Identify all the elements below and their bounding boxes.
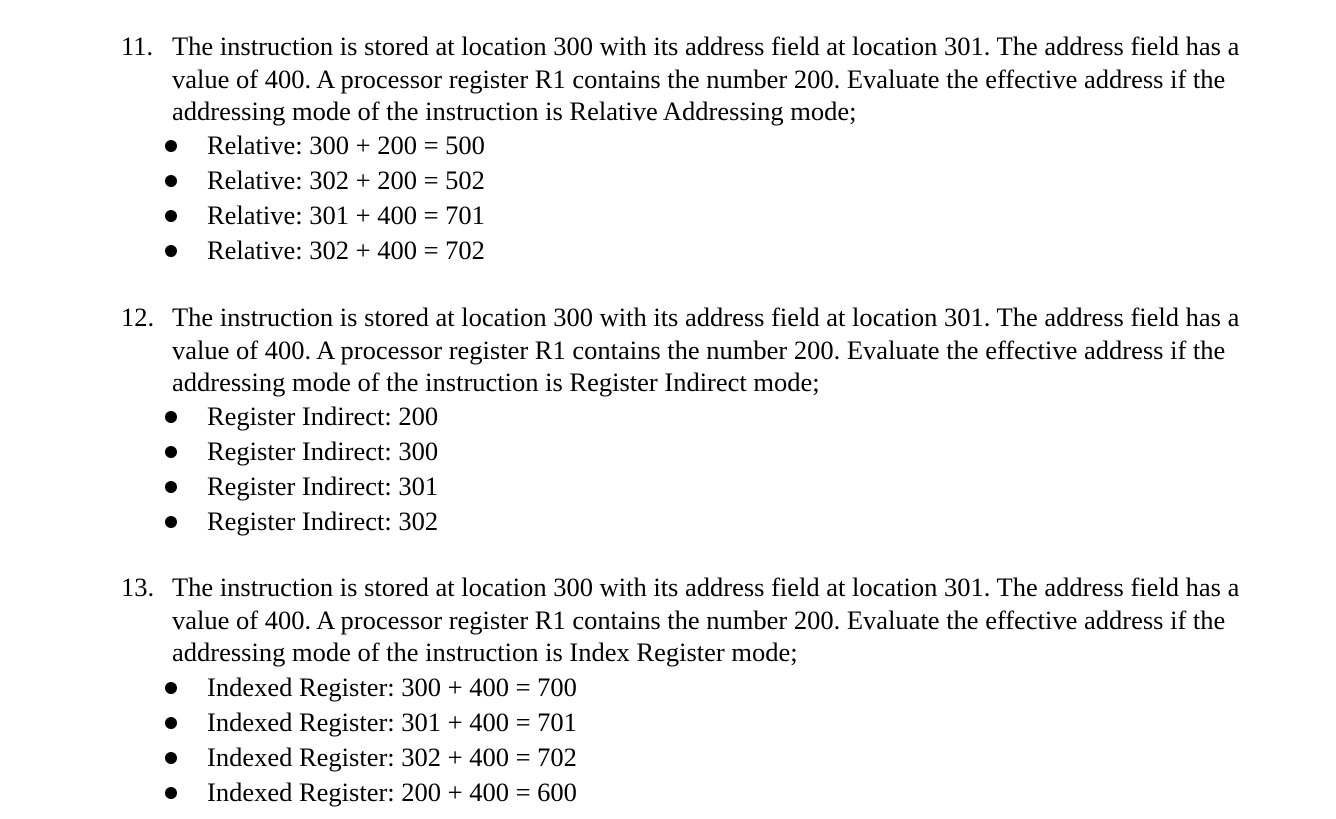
bullet-icon: [165, 504, 179, 539]
list-item: [0, 399, 1336, 434]
bullet-icon: [165, 233, 179, 268]
list-item: [0, 705, 1336, 740]
bullet-icon: [165, 775, 179, 810]
question-11: [0, 30, 1336, 128]
bullet-icon: [165, 198, 179, 233]
option-text: Relative: 302 + 400 = 702: [207, 235, 485, 265]
option-text: Relative: 301 + 400 = 701: [207, 200, 485, 230]
option-text: Relative: 300 + 200 = 500: [207, 130, 485, 160]
question-12: [0, 301, 1336, 399]
question-number: 11.: [121, 31, 154, 61]
question-number: 12.: [121, 302, 155, 332]
question-number: 13.: [121, 572, 155, 602]
options-list-11: [0, 128, 1336, 268]
option-text: Register Indirect: 302: [207, 506, 439, 536]
options-list-12: [0, 399, 1336, 539]
list-item: [0, 740, 1336, 775]
option-text: Register Indirect: 301: [207, 471, 439, 501]
option-text: Relative: 302 + 200 = 502: [207, 165, 485, 195]
option-text: Indexed Register: 300 + 400 = 700: [207, 672, 577, 702]
bullet-icon: [165, 163, 179, 198]
list-item: [0, 504, 1336, 539]
question-text: The instruction is stored at location 300 with its address field at location 301. The address field has a value of 400. A processor register R1 contains the number 200. Evaluate the effective address if the addressing mode of the instruction is Register Indirect mode;: [172, 302, 1240, 397]
question-text: The instruction is stored at location 300 with its address field at location 301. The address field has a value of 400. A processor register R1 contains the number 200. Evaluate the effective address if the addressing mode of the instruction is Relative Addressing mode;: [172, 31, 1240, 126]
bullet-icon: [165, 705, 179, 740]
list-item: [0, 128, 1336, 163]
list-item: [0, 233, 1336, 268]
options-list-13: [0, 670, 1336, 810]
list-item: [0, 434, 1336, 469]
bullet-icon: [165, 670, 179, 705]
bullet-icon: [165, 399, 179, 434]
option-text: Indexed Register: 200 + 400 = 600: [207, 777, 577, 807]
list-item: [0, 670, 1336, 705]
question-text: The instruction is stored at location 300 with its address field at location 301. The address field has a value of 400. A processor register R1 contains the number 200. Evaluate the effective address if the addressing mode of the instruction is Index Register mode;: [172, 572, 1240, 667]
list-item: [0, 775, 1336, 810]
bullet-icon: [165, 469, 179, 504]
option-text: Indexed Register: 301 + 400 = 701: [207, 707, 577, 737]
list-item: [0, 469, 1336, 504]
option-text: Register Indirect: 200: [207, 401, 439, 431]
bullet-icon: [165, 740, 179, 775]
option-text: Register Indirect: 300: [207, 436, 439, 466]
option-text: Indexed Register: 302 + 400 = 702: [207, 742, 577, 772]
question-13: [0, 571, 1336, 669]
bullet-icon: [165, 434, 179, 469]
list-item: [0, 163, 1336, 198]
bullet-icon: [165, 128, 179, 163]
list-item: [0, 198, 1336, 233]
